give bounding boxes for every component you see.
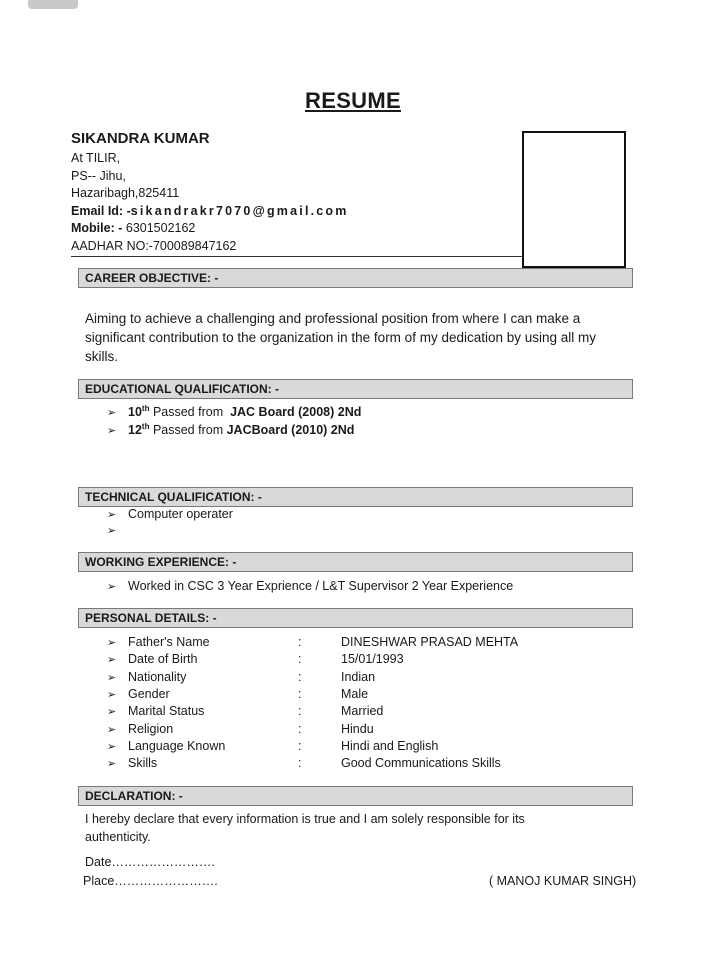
personal-detail-row: [107, 634, 627, 652]
address-line-2: PS-- Jihu,: [71, 168, 126, 183]
bullet-arrow-icon: ➢: [107, 654, 117, 667]
bullet-arrow-icon: ➢: [107, 723, 117, 736]
personal-detail-colon: :: [298, 635, 302, 649]
bullet-arrow-icon: ➢: [107, 671, 117, 684]
resume-title: RESUME: [305, 88, 401, 113]
personal-detail-value: Married: [341, 704, 384, 719]
mobile-line: [71, 220, 349, 238]
personal-detail-row: [107, 703, 627, 721]
bullet-arrow-icon: ➢: [107, 407, 117, 419]
technical-item: ➢ Computer operater: [107, 506, 233, 524]
personal-detail-value: Male: [341, 686, 369, 701]
bullet-arrow-icon: ➢: [107, 758, 117, 771]
photo-placeholder: [522, 131, 626, 268]
education-item: ➢ 12th Passed from JACBoard (2010) 2Nd: [107, 422, 354, 440]
technical-heading: TECHNICAL QUALIFICATION: -: [78, 487, 633, 507]
email-label: Email Id: -: [71, 203, 131, 218]
personal-details-heading: PERSONAL DETAILS: -: [78, 608, 633, 628]
bullet-arrow-icon: ➢: [107, 637, 117, 649]
personal-detail-colon: :: [298, 738, 302, 753]
education-heading: EDUCATIONAL QUALIFICATION: -: [78, 379, 633, 399]
personal-detail-colon: :: [298, 669, 302, 684]
personal-detail-label: Nationality: [128, 669, 187, 684]
personal-detail-value: Hindi and English: [341, 738, 439, 753]
bullet-arrow-icon: ➢: [107, 706, 117, 719]
career-objective-heading: CAREER OBJECTIVE: -: [78, 268, 633, 288]
personal-detail-colon: :: [298, 704, 302, 719]
mobile-label: Mobile: -: [71, 221, 123, 235]
personal-detail-row: [107, 721, 627, 739]
bullet-arrow-icon: ➢: [107, 425, 117, 437]
address-line-3: Hazaribagh,825411: [71, 186, 180, 200]
personal-detail-colon: :: [298, 756, 302, 771]
contact-block: [71, 129, 349, 255]
personal-detail-colon: :: [298, 721, 302, 736]
personal-detail-row: [107, 738, 627, 756]
personal-detail-label: Date of Birth: [128, 652, 198, 667]
date-line: Date…………………….: [85, 855, 215, 869]
bullet-arrow-icon: ➢: [107, 525, 117, 537]
personal-detail-label: Skills: [128, 756, 158, 771]
email-line: [71, 203, 349, 221]
bullet-arrow-icon: ➢: [107, 509, 117, 521]
signature-name: ( MANOJ KUMAR SINGH): [489, 874, 637, 888]
mobile-value: 6301502162: [122, 221, 196, 235]
personal-detail-colon: :: [298, 686, 302, 701]
personal-detail-row: [107, 669, 627, 687]
technical-item: [107, 522, 128, 540]
bullet-arrow-icon: ➢: [107, 688, 117, 701]
address-line-1: At TILIR,: [71, 151, 121, 165]
personal-detail-label: Language Known: [128, 738, 226, 753]
declaration-text: I hereby declare that every information is true and I am solely responsible for its authenticity.: [85, 812, 525, 844]
email-value: sikandrakr7070@gmail.com: [130, 203, 349, 218]
personal-detail-label: Religion: [128, 721, 174, 736]
personal-detail-row: [107, 755, 627, 773]
bullet-arrow-icon: ➢: [107, 740, 117, 753]
personal-detail-value: DINESHWAR PRASAD MEHTA: [341, 635, 519, 649]
header-divider: [71, 256, 522, 257]
experience-item: ➢ Worked in CSC 3 Year Exprience / L&T Supervisor 2 Year Experience: [107, 578, 513, 596]
personal-detail-label: Father's Name: [128, 635, 210, 649]
personal-detail-colon: :: [298, 652, 302, 667]
education-item: ➢ 10th Passed from JAC Board (2008) 2Nd: [107, 404, 361, 422]
candidate-name: SIKANDRA KUMAR: [71, 130, 210, 147]
aadhar-line: AADHAR NO:-700089847162: [71, 238, 237, 253]
personal-detail-value: Indian: [341, 669, 376, 684]
declaration-heading: DECLARATION: -: [78, 786, 633, 806]
bullet-arrow-icon: ➢: [107, 581, 117, 593]
personal-detail-label: Marital Status: [128, 704, 205, 719]
place-line: Place…………………….: [83, 874, 218, 888]
personal-detail-row: [107, 651, 627, 669]
personal-detail-value: Good Communications Skills: [341, 756, 501, 771]
experience-heading: WORKING EXPERIENCE: -: [78, 552, 633, 572]
personal-detail-value: 15/01/1993: [341, 652, 404, 667]
personal-detail-row: [107, 686, 627, 704]
top-tab-stub: [28, 0, 78, 9]
personal-detail-label: Gender: [128, 686, 170, 701]
career-objective-text: Aiming to achieve a challenging and professional position from where I can make a significant contribution to the organization in the form of my dedication by using all my skills.: [85, 311, 597, 364]
personal-detail-value: Hindu: [341, 721, 374, 736]
